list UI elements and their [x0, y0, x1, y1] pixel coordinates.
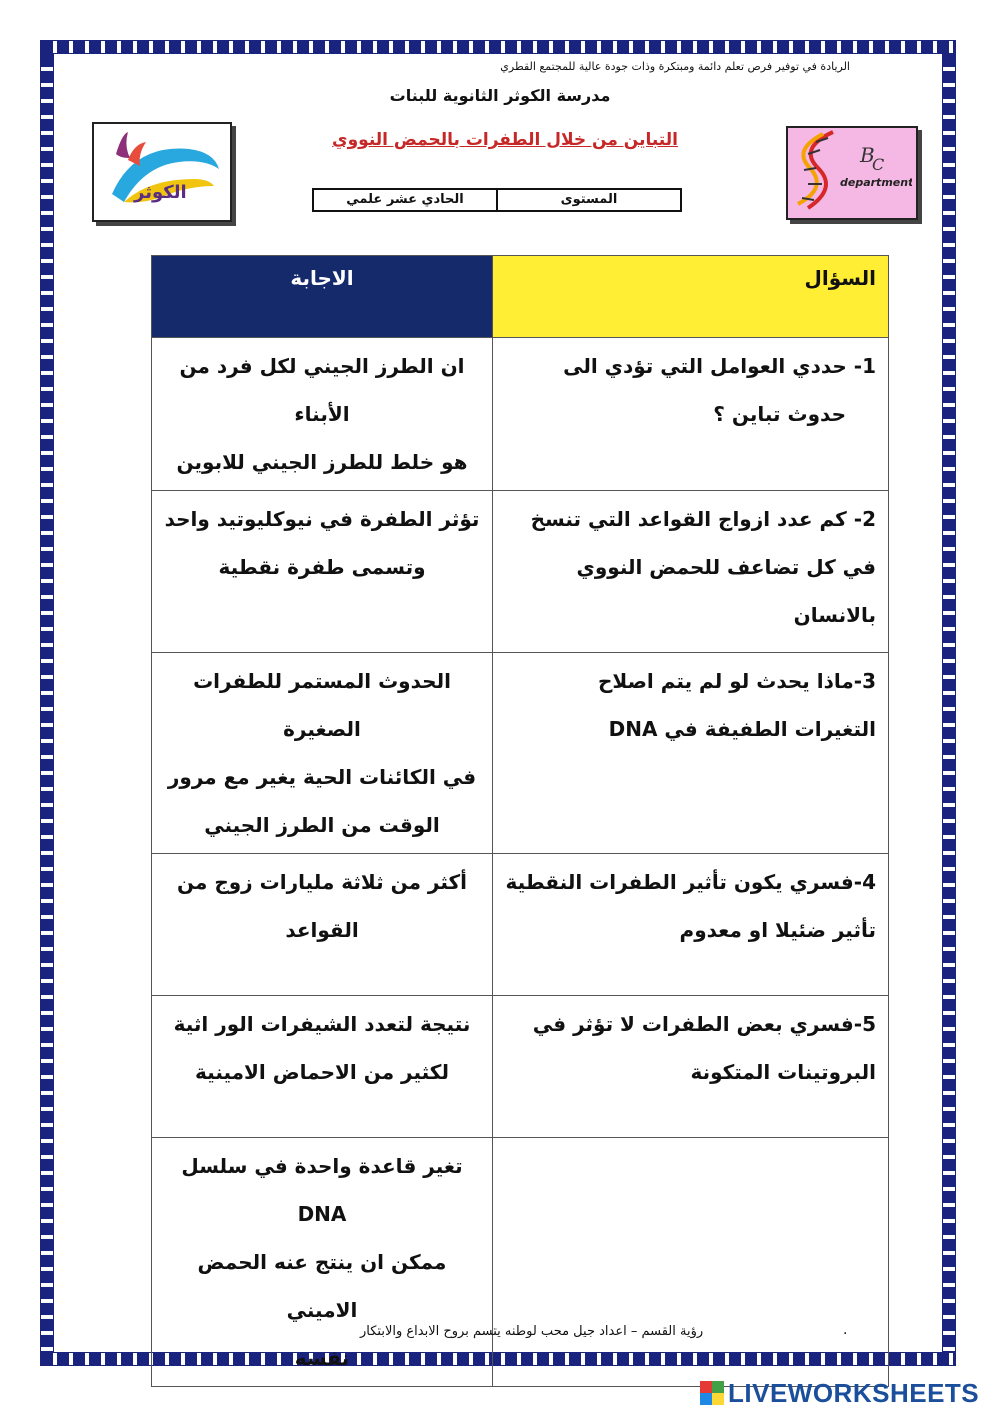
- answer-line: ان الطرز الجيني لكل فرد من الأبناء: [179, 354, 465, 426]
- liveworksheets-brand[interactable]: [700, 1378, 979, 1408]
- table-row: [152, 338, 889, 491]
- school-logo: [92, 122, 232, 222]
- question-cell: [493, 338, 889, 491]
- question-cell: [493, 1138, 889, 1387]
- page-border-top: [40, 40, 956, 54]
- question-cell: [493, 996, 889, 1138]
- answer-line: في الكائنات الحية يغير مع مرور: [167, 765, 477, 789]
- answer-line: الحدوث المستمر للطفرات الصغيرة: [193, 669, 451, 741]
- answer-line: ممكن ان ينتج عنه الحمض الاميني: [197, 1250, 447, 1322]
- question-line: بالانسان: [793, 603, 876, 627]
- svg-text:department: department: [840, 176, 912, 189]
- answer-line: نفسه: [294, 1346, 350, 1370]
- page-border-right: [942, 54, 956, 1352]
- liveworksheets-logo-icon: [700, 1381, 724, 1405]
- question-answer-table: [151, 255, 889, 1387]
- svg-text:C: C: [872, 155, 885, 174]
- level-value: الحادي عشر علمي: [346, 192, 464, 207]
- answer-cell[interactable]: [152, 854, 493, 996]
- question-header: السؤال: [493, 256, 889, 338]
- answer-cell[interactable]: [152, 653, 493, 854]
- lesson-title: التباين من خلال الطفرات بالحمض النووي: [332, 130, 678, 150]
- answer-line: نتيجة لتعدد الشيفرات الور اثية: [173, 1012, 471, 1036]
- answer-cell[interactable]: [152, 996, 493, 1138]
- question-line: 2- كم عدد ازواج القواعد التي تنسخ: [530, 507, 876, 531]
- department-vision: رؤية القسم – اعداد جيل محب لوطنه يتسم بروح الابداع والابتكار: [360, 1324, 704, 1339]
- table-row: [152, 996, 889, 1138]
- page-border-left: [40, 54, 54, 1352]
- answer-cell[interactable]: [152, 1138, 493, 1387]
- table-row: [152, 491, 889, 653]
- answer-line: تغير قاعدة واحدة في سلسل DNA: [181, 1154, 463, 1226]
- table-row: [152, 854, 889, 996]
- question-line: 3-ماذا يحدث لو لم يتم اصلاح: [597, 669, 876, 693]
- svg-text:B: B: [860, 143, 875, 167]
- answer-line: وتسمى طفرة نقطية: [218, 555, 426, 579]
- question-line: 5-فسري بعض الطفرات لا تؤثر في: [532, 1012, 876, 1036]
- question-line: التغيرات الطفيفة في DNA: [608, 717, 876, 741]
- school-motto: الريادة في توفير فرص تعلم دائمة ومبتكرة وذات جودة عالية للمجتمع القطري: [500, 60, 850, 73]
- footer-dot: .: [843, 1322, 848, 1338]
- question-cell: [493, 653, 889, 854]
- school-name: مدرسة الكوثر الثانوية للبنات: [389, 86, 611, 105]
- table-row: [152, 653, 889, 854]
- liveworksheets-name: LIVEWORKSHEETS: [728, 1377, 980, 1408]
- answer-line: الوقت من الطرز الجيني: [204, 813, 440, 837]
- answer-cell[interactable]: [152, 491, 493, 653]
- question-line: في كل تضاعف للحمض النووي: [576, 555, 876, 579]
- school-logo-icon: [94, 124, 226, 216]
- answer-line: تؤثر الطفرة في نيوكليوتيد واحد: [164, 507, 480, 531]
- answer-line: لكثير من الاحماض الامينية: [195, 1060, 449, 1084]
- answer-line: القواعد: [285, 918, 359, 942]
- question-line: البروتينات المتكونة: [690, 1060, 876, 1084]
- level-box: [312, 188, 682, 212]
- answer-line: أكثر من ثلاثة مليارات زوج من: [176, 870, 468, 894]
- answer-cell[interactable]: [152, 338, 493, 491]
- department-logo: [786, 126, 918, 220]
- table-row: [152, 1138, 889, 1387]
- answer-header: الاجابة: [152, 256, 493, 338]
- svg-text:الكوثر: الكوثر: [134, 182, 187, 203]
- question-line: 4-فسري يكون تأثير الطفرات النقطية: [505, 870, 876, 894]
- question-line: 1- حددي العوامل التي تؤدي الى: [563, 354, 876, 378]
- answer-line: هو خلط للطرز الجيني للابوين: [176, 450, 468, 474]
- question-line: تأثير ضئيلا او معدوم: [679, 918, 876, 942]
- question-cell: [493, 854, 889, 996]
- dna-icon: [788, 128, 912, 214]
- question-cell: [493, 491, 889, 653]
- level-label: المستوى: [496, 190, 680, 210]
- question-line: حدوث تباين ؟: [713, 402, 846, 426]
